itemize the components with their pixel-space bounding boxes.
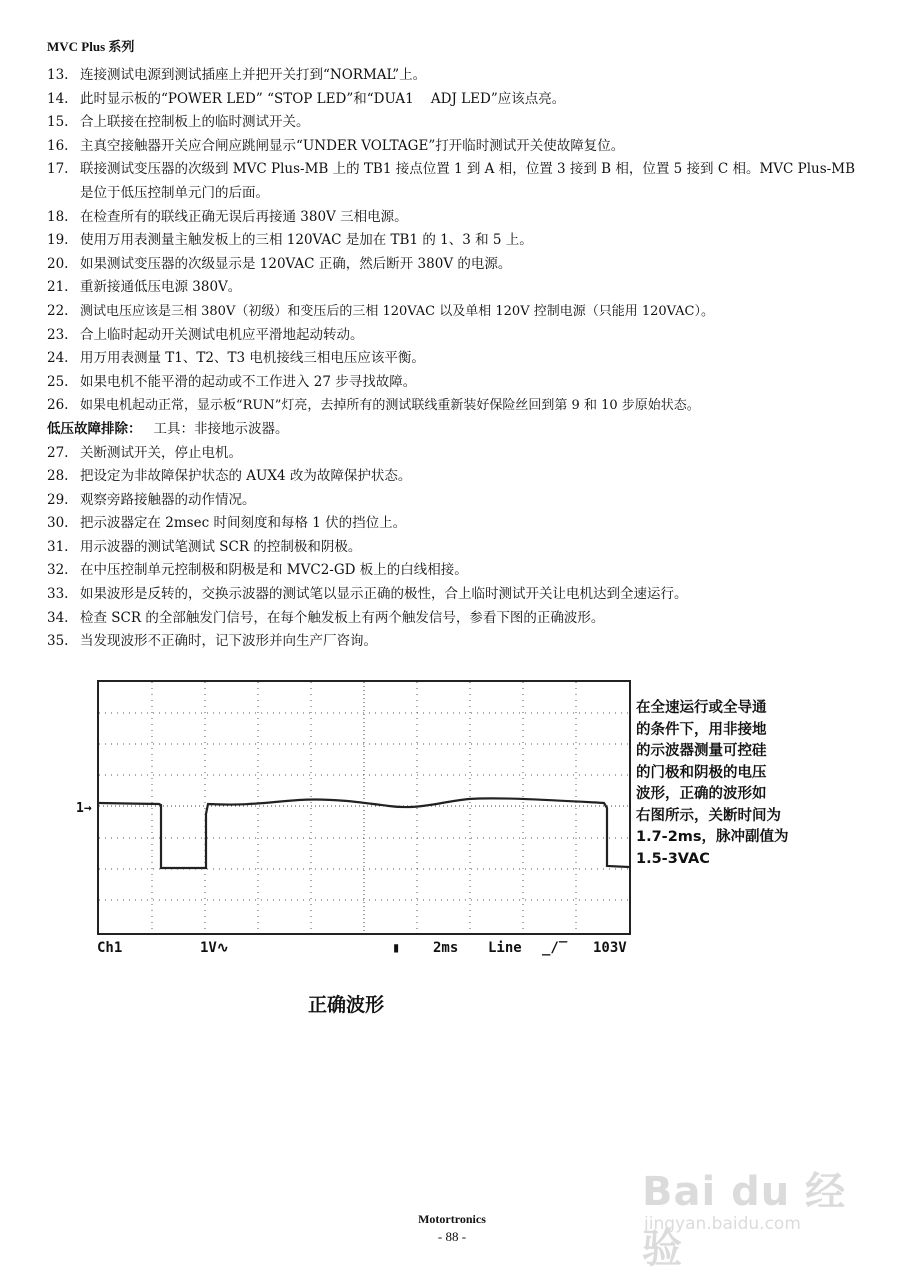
step-number: 27. [47, 444, 69, 461]
step-15 [47, 111, 867, 135]
step-16 [47, 135, 867, 159]
step-text: 用示波器的测试笔测试 SCR 的控制极和阴极。 [80, 538, 362, 555]
step-text: 关断测试开关，停止电机。 [80, 444, 242, 461]
step-26 [47, 394, 867, 418]
step-17 [47, 158, 867, 205]
channel-marker: 1→ [76, 801, 92, 816]
waveform-description [636, 698, 836, 870]
figure-caption: 正确波形 [308, 994, 385, 1016]
step-number: 19. [47, 232, 69, 249]
step-text: 把示波器定在 2msec 时间刻度和每格 1 伏的挡位上。 [80, 515, 407, 532]
step-24 [47, 347, 867, 371]
scope-channel-label: Ch1 [97, 940, 123, 956]
section-tool: 工具：非接地示波器。 [153, 420, 289, 437]
step-29 [47, 489, 867, 513]
scope-volts-per-div [200, 940, 229, 956]
step-number: 31. [47, 538, 69, 555]
step-13 [47, 64, 867, 88]
step-21 [47, 276, 867, 300]
section-label: 低压故障排除： [47, 420, 142, 437]
step-14 [47, 88, 867, 112]
note-line: 右图所示，关断时间为 [636, 807, 781, 824]
step-18 [47, 206, 867, 230]
step-text: 观察旁路接触器的动作情况。 [80, 491, 256, 508]
procedure-steps [47, 64, 867, 654]
gate-waveform-trace [99, 798, 629, 868]
step-number: 29. [47, 491, 69, 508]
footer-brand: Motortronics [418, 1212, 486, 1226]
step-text: 如果波形是反转的，交换示波器的测试笔以显示正确的极性，合上临时测试开关让电机达到全速运行。 [80, 586, 688, 603]
document-header: MVC Plus 系列 [47, 39, 135, 54]
step-number: 24. [47, 350, 69, 367]
step-23 [47, 324, 867, 348]
step-text: 联接测试变压器的次级到 MVC Plus-MB 上的 TB1 接点位置 1 到 A 相，位置 3 接到 B 相，位置 5 接到 C 相。MVC Plus-MB 是位于低压控制单元门的后面。 [80, 161, 855, 201]
step-19 [47, 229, 867, 253]
note-line: 1.7-2ms，脉冲副值为 [636, 829, 789, 845]
trigger-position-icon: ▮ [392, 940, 401, 956]
step-text: 如果测试变压器的次级显示是 120VAC 正确，然后断开 380V 的电源。 [80, 255, 512, 272]
step-32 [47, 559, 867, 583]
note-line: 的门极和阴极的电压 [636, 764, 767, 781]
step-30 [47, 512, 867, 536]
step-text: 把设定为非故障保护状态的 AUX4 改为故障保护状态。 [80, 468, 412, 485]
step-text: 检查 SCR 的全部触发门信号，在每个触发板上有两个触发信号，参看下图的正确波形。 [80, 609, 605, 626]
step-number: 34. [47, 609, 69, 626]
step-text: 在检查所有的联线正确无误后再接通 380V 三相电源。 [80, 208, 408, 225]
step-number: 17. [47, 161, 69, 178]
step-27 [47, 442, 867, 466]
step-text: 用万用表测量 T1、T2、T3 电机接线三相电压应该平衡。 [80, 350, 425, 367]
step-number: 26. [47, 397, 69, 414]
step-text: 主真空接触器开关应合闸应跳闸显示“UNDER VOLTAGE”打开临时测试开关使故障复位。 [80, 137, 625, 154]
step-20 [47, 253, 867, 277]
note-line: 在全速运行或全导通 [636, 700, 767, 716]
step-34 [47, 607, 867, 631]
step-number: 33. [47, 586, 69, 603]
step-text: 如果电机不能平滑的起动或不工作进入 27 步寻找故障。 [80, 373, 417, 390]
section-heading [47, 418, 867, 442]
step-25 [47, 371, 867, 395]
scope-grid [99, 682, 629, 933]
step-text: 当发现波形不正确时，记下波形并向生产厂咨询。 [80, 633, 377, 650]
step-text: 合上联接在控制板上的临时测试开关。 [80, 114, 310, 131]
watermark-url: jingyan.baidu.com [644, 1214, 801, 1234]
page-number: - 88 - [437, 1229, 467, 1244]
oscilloscope-screen [97, 680, 631, 935]
step-35 [47, 630, 867, 654]
step-text: 重新接通低压电源 380V。 [80, 279, 242, 296]
step-number: 32. [47, 562, 69, 579]
note-line: 波形，正确的波形如 [636, 786, 767, 802]
step-text: 使用万用表测量主触发板上的三相 120VAC 是加在 TB1 的 1、3 和 5 上。 [80, 232, 533, 249]
step-number: 16. [47, 137, 69, 154]
step-number: 20. [47, 255, 69, 272]
step-number: 21. [47, 279, 69, 296]
note-line: 1.5-3VAC [636, 850, 710, 867]
step-text: 此时显示板的“POWER LED” “STOP LED”和“DUA1 ADJ LED”应该点亮。 [80, 90, 566, 107]
scope-volts-value: 1V [200, 940, 217, 956]
scope-time-per-div: 2ms [433, 940, 459, 956]
step-number: 35. [47, 633, 69, 650]
waveform-graphic [99, 682, 629, 933]
step-number: 28. [47, 468, 69, 485]
step-number: 13. [47, 67, 69, 83]
step-28 [47, 465, 867, 489]
step-text: 合上临时起动开关测试电机应平滑地起动转动。 [80, 326, 364, 343]
step-text: 如果电机起动正常，显示板“RUN”灯亮，去掉所有的测试联线重新装好保险丝回到第 9 和 10 步原始状态。 [80, 398, 700, 414]
step-text: 在中压控制单元控制极和阴极是和 MVC2-GD 板上的白线相接。 [80, 562, 468, 579]
step-number: 15. [47, 114, 69, 131]
step-22 [47, 300, 867, 324]
step-text: 连接测试电源到测试插座上并把开关打到“NORMAL”上。 [80, 67, 427, 83]
scope-trigger-source: Line [488, 940, 522, 956]
note-line: 的示波器测量可控硅 [636, 743, 767, 759]
rising-edge-icon: _/‾ [542, 940, 568, 956]
step-31 [47, 536, 867, 560]
step-number: 18. [47, 208, 69, 225]
step-number: 23. [47, 326, 69, 343]
step-number: 22. [47, 302, 69, 319]
step-text: 测试电压应该是三相 380V（初级）和变压后的三相 120VAC 以及单相 120V 控制电源（只能用 120VAC）。 [80, 303, 715, 319]
scope-trigger-level: 103V [593, 940, 627, 956]
step-number: 25. [47, 373, 69, 390]
ac-coupling-icon: ∿ [216, 940, 229, 956]
watermark-logo: Bai du 经验 [642, 1169, 847, 1272]
note-line: 的条件下，用非接地 [636, 721, 767, 738]
step-number: 14. [47, 90, 69, 107]
scope-center-axes [99, 682, 629, 933]
step-33 [47, 583, 867, 607]
step-number: 30. [47, 515, 69, 532]
